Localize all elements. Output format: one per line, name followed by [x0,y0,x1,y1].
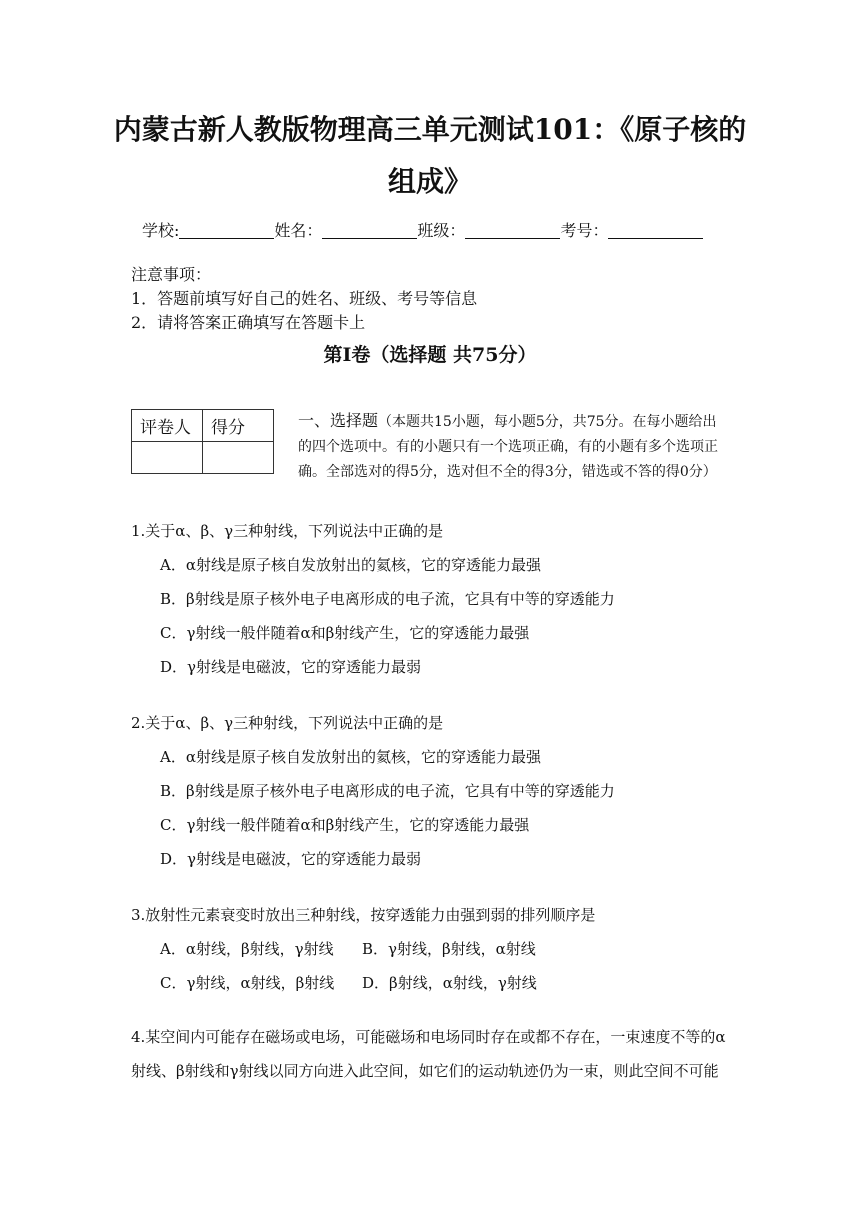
multiple-choice-instructions [298,408,728,485]
mc-lead: 一、选择题 [298,411,379,430]
class-label: 班级： [417,221,466,240]
question-1-option-b: B．β射线是原子核外电子电离形成的电子流，它具有中等的穿透能力 [160,590,615,608]
notice-heading: 注意事项： [131,265,212,284]
question-2-stem: 2.关于α、β、γ三种射线，下列说法中正确的是 [131,714,444,732]
score-label: 得分 [203,410,274,442]
question-2-option-c: C．γ射线一般伴随着α和β射线产生，它的穿透能力最强 [160,816,530,834]
question-3-option-c: C．γ射线，α射线，β射线 [160,974,335,992]
mc-text: （本题共15小题，每小题5分，共75分。在每小题给出的四个选项中。有的小题只有一个选项正确，有的小题有多个选项正确。全部选对的得5分，选对但不全的得3分，错选或不答的得0分） [298,414,718,480]
question-4-stem: 4.某空间内可能存在磁场或电场，可能磁场和电场同时存在或都不存在，一束速度不等的α射线、β射线和γ射线以同方向进入此空间，如它们的运动轨迹仍为一束，则此空间不可能 [131,1028,726,1080]
name-label: 姓名： [274,221,323,240]
question-3-option-b: B．γ射线，β射线，α射线 [362,940,536,958]
question-1-option-a: A．α射线是原子核自发放射出的氦核，它的穿透能力最强 [160,556,541,574]
class-blank[interactable] [465,222,560,239]
question-2-option-b: B．β射线是原子核外电子电离形成的电子流，它具有中等的穿透能力 [160,782,615,800]
page-title [110,104,750,208]
title-line-1: 内蒙古新人教版物理高三单元测试101：《原子核的 [113,113,747,146]
question-1-option-c: C．γ射线一般伴随着α和β射线产生，它的穿透能力最强 [160,624,530,642]
question-3-option-d: D．β射线，α射线，γ射线 [362,974,537,992]
notice-item-2: 2．请将答案正确填写在答题卡上 [131,313,366,332]
question-1-stem: 1.关于α、β、γ三种射线，下列说法中正确的是 [131,522,444,540]
notice-item-1: 1．答题前填写好自己的姓名、班级、考号等信息 [131,289,478,308]
question-2-option-a: A．α射线是原子核自发放射出的氦核，它的穿透能力最强 [160,748,541,766]
question-2-option-d: D．γ射线是电磁波，它的穿透能力最弱 [160,850,421,868]
score-table [131,409,274,474]
grader-label: 评卷人 [132,410,203,442]
section-title: 第I卷（选择题 共75分） [323,344,537,366]
exam-no-label: 考号： [560,221,609,240]
score-cell[interactable] [203,442,274,474]
school-blank[interactable] [179,222,274,239]
school-label: 学校: [142,221,180,240]
student-info-line [142,218,703,241]
question-3-stem: 3.放射性元素衰变时放出三种射线，按穿透能力由强到弱的排列顺序是 [131,906,596,924]
title-line-2: 组成》 [387,165,472,198]
grader-cell[interactable] [132,442,203,474]
question-1-option-d: D．γ射线是电磁波，它的穿透能力最弱 [160,658,421,676]
exam-no-blank[interactable] [608,222,703,239]
question-3-option-a: A．α射线，β射线，γ射线 [160,940,334,958]
name-blank[interactable] [322,222,417,239]
